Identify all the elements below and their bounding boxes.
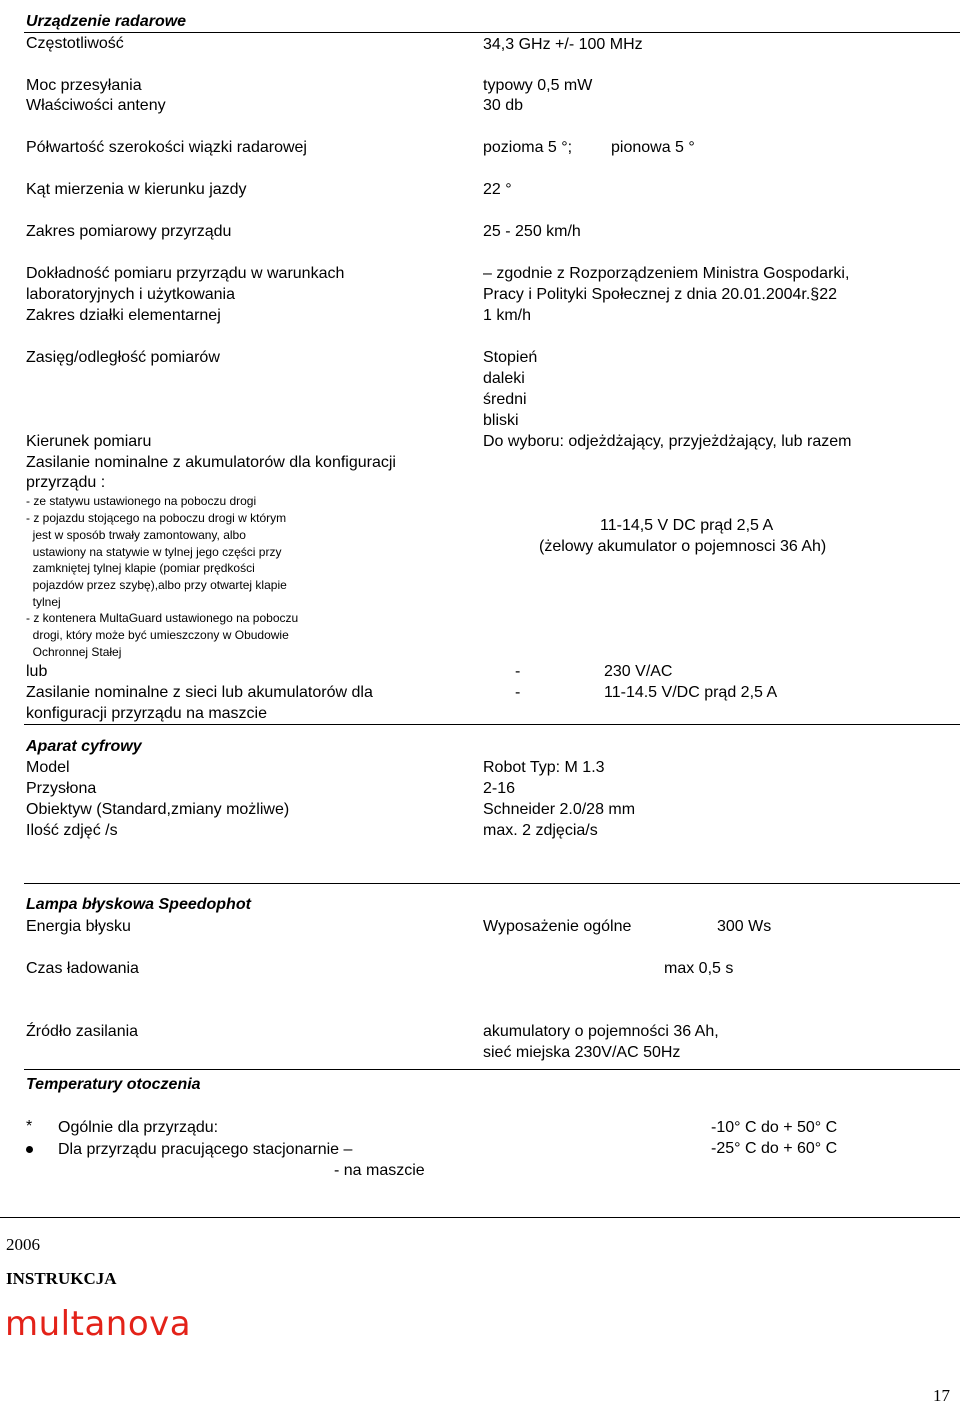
camera-value-aperture: 2-16 <box>483 780 516 797</box>
page-number: 17 <box>933 1386 950 1405</box>
distance-level-near: bliski <box>483 412 519 429</box>
supply-note: tylnej <box>26 595 61 609</box>
flash-energy-label: Energia błysku <box>26 918 131 935</box>
supply-note: drogi, który może być umieszczony w Obudowie <box>26 628 289 642</box>
angle-value: 22 ° <box>483 181 512 198</box>
supply-note: - z pojazdu stojącego na poboczu drogi w którym <box>26 511 287 525</box>
flash-rule <box>24 883 960 884</box>
angle-label: Kąt mierzenia w kierunku jazdy <box>26 181 247 198</box>
asterisk-marker: * <box>26 1118 33 1135</box>
antenna-label: Właściwości anteny <box>26 97 166 114</box>
flash-equip-label: Wyposażenie ogólne <box>483 918 632 935</box>
flash-charge-label: Czas ładowania <box>26 960 139 977</box>
supply-value-line2: (żelowy akumulator o pojemnosci 36 Ah) <box>539 538 827 555</box>
ac-dash: - <box>515 663 521 680</box>
freq-label: Częstotliwość <box>26 35 124 52</box>
direction-value: Do wyboru: odjeżdżający, przyjeżdżający, lub razem <box>483 433 852 450</box>
accuracy-value-line2: Pracy i Polityki Społecznej z dnia 20.01.2004r.§22 <box>483 286 837 303</box>
temperature-heading: Temperatury otoczenia <box>26 1076 201 1093</box>
distance-level-far: daleki <box>483 370 525 387</box>
interval-value: 1 km/h <box>483 307 532 324</box>
supply-label-line2: przyrządu : <box>26 474 106 491</box>
power-value: typowy 0,5 mW <box>483 77 593 94</box>
flash-source-value-line2: sieć miejska 230V/AC 50Hz <box>483 1044 681 1061</box>
supply-note: - ze statywu ustawionego na poboczu drogi <box>26 494 257 508</box>
mains-label-line1: Zasilanie nominalne z sieci lub akumulatorów dla <box>26 684 373 701</box>
accuracy-value-line1: – zgodnie z Rozporządzeniem Ministra Gospodarki, <box>483 265 850 282</box>
supply-note: - z kontenera MultaGuard ustawionego na poboczu <box>26 611 299 625</box>
supply-note: ustawiony na statywie w tylnej jego części przy <box>26 545 282 559</box>
distance-header: Stopień <box>483 349 538 366</box>
supply-label-line1: Zasilanie nominalne z akumulatorów dla konfiguracji <box>26 454 396 471</box>
beam-vertical: pionowa 5 ° <box>611 139 695 156</box>
supply-note: Ochronnej Stałej <box>26 645 122 659</box>
range-value: 25 - 250 km/h <box>483 223 581 240</box>
accuracy-label-line1: Dokładność pomiaru przyrządu w warunkach <box>26 265 345 282</box>
camera-value-model: Robot Typ: M 1.3 <box>483 759 605 776</box>
bullet-icon <box>26 1146 33 1153</box>
ac-value: 230 V/AC <box>604 663 673 680</box>
camera-label-lens: Obiektyw (Standard,zmiany możliwe) <box>26 801 290 818</box>
camera-heading: Aparat cyfrowy <box>26 738 142 755</box>
accuracy-label-line2: laboratoryjnych i użytkowania <box>26 286 235 303</box>
temperature-mast-label: - na maszcie <box>334 1162 425 1179</box>
temperature-general-value: -10° C do + 50° C <box>711 1119 838 1136</box>
supply-value-line1: 11-14,5 V DC prąd 2,5 A <box>600 517 774 534</box>
temperature-general-label: Ogólnie dla przyrządu: <box>58 1119 219 1136</box>
beam-label: Półwartość szerokości wiązki radarowej <box>26 139 307 156</box>
supply-note: jest w sposób trwały zamontowany, albo <box>26 528 246 542</box>
camera-value-lens: Schneider 2.0/28 mm <box>483 801 636 818</box>
interval-label: Zakres działki elementarnej <box>26 307 221 324</box>
camera-value-rate: max. 2 zdjęcia/s <box>483 822 598 839</box>
footer-rule <box>0 1217 960 1218</box>
camera-label-rate: Ilość zdjęć /s <box>26 822 118 839</box>
antenna-value: 30 db <box>483 97 524 114</box>
flash-charge-value: max 0,5 s <box>664 960 734 977</box>
radar-heading: Urządzenie radarowe <box>26 13 187 30</box>
temperature-stationary-value: -25° C do + 60° C <box>711 1140 838 1157</box>
multanova-logo: multanova <box>5 1304 192 1344</box>
distance-level-medium: średni <box>483 391 527 408</box>
flash-energy-value: 300 Ws <box>717 918 772 935</box>
camera-label-aperture: Przysłona <box>26 780 97 797</box>
beam-horizontal: pozioma 5 °; <box>483 139 573 156</box>
supply-note: pojazdów przez szybę),albo przy otwartej klapie <box>26 578 287 592</box>
mains-label-line2: konfiguracji przyrządu na maszcie <box>26 705 267 722</box>
supply-note: zamkniętej tylnej klapie (pomiar prędkości <box>26 561 255 575</box>
dc-dash: - <box>515 684 521 701</box>
footer-doc-type: INSTRUKCJA <box>6 1269 117 1288</box>
temperature-rule <box>24 1069 960 1070</box>
power-label: Moc przesyłania <box>26 77 142 94</box>
or-label: lub <box>26 663 48 680</box>
temperature-stationary-label: Dla przyrządu pracującego stacjonarnie – <box>58 1141 353 1158</box>
flash-heading: Lampa błyskowa Speedophot <box>26 896 251 913</box>
top-rule <box>24 32 960 33</box>
range-label: Zakres pomiarowy przyrządu <box>26 223 232 240</box>
flash-source-label: Źródło zasilania <box>26 1023 139 1040</box>
distance-label: Zasięg/odległość pomiarów <box>26 349 220 366</box>
footer-year: 2006 <box>6 1235 40 1254</box>
freq-value: 34,3 GHz +/- 100 MHz <box>483 36 643 53</box>
dc-value: 11-14.5 V/DC prąd 2,5 A <box>604 684 778 701</box>
flash-source-value-line1: akumulatory o pojemności 36 Ah, <box>483 1023 719 1040</box>
camera-label-model: Model <box>26 759 70 776</box>
direction-label: Kierunek pomiaru <box>26 433 152 450</box>
camera-rule <box>24 724 960 725</box>
